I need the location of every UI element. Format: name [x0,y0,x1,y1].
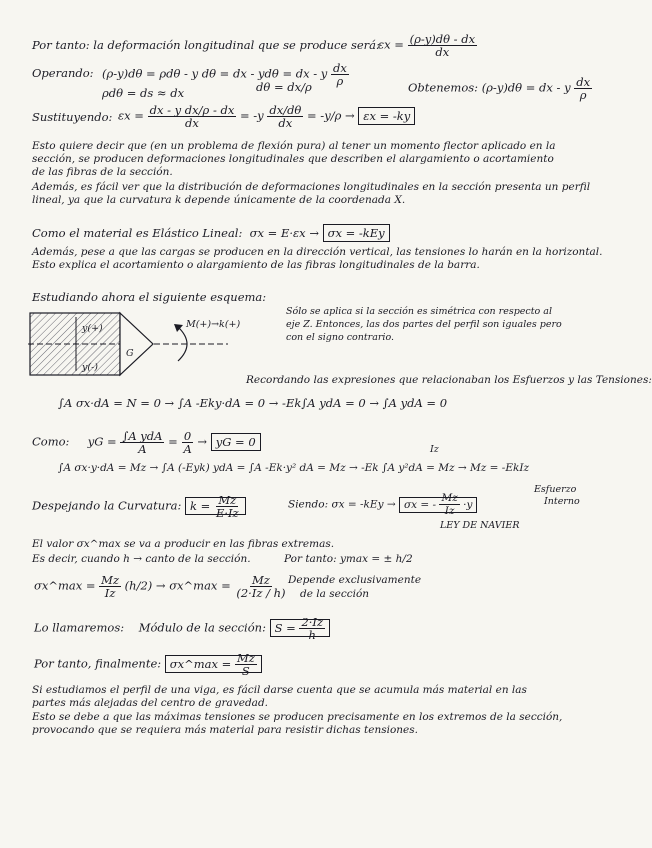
max-line1: El valor σx^max se va a producir en las fibras extremas. [32,538,335,550]
centroid-label: G [126,348,134,359]
y-positive-label: y(+) [82,323,103,334]
navier-lhs: Siendo: σx = -kEy → [288,498,396,511]
depends-line2: de la sección [300,588,370,600]
conclusion-line2: partes más alejadas del centro de gravedad. [32,697,269,709]
y-negative-label: y(-) [82,362,98,373]
yg-label: yG = [87,434,117,449]
recall-line: Recordando las expresiones que relacionaban los Esfuerzos y las Tensiones: [246,374,652,386]
depends-line1: Depende exclusivamente [288,574,422,586]
module-label: Módulo de la sección: [138,620,266,635]
max-num1: Mz [101,573,120,587]
max-frac1 [99,574,121,599]
obtained-fraction [574,76,592,101]
module-den: h [308,628,316,642]
curvature-den: E·Iz [215,506,239,520]
navier-sigma: σx = - [404,498,437,511]
subst-num2: dx/dθ [269,103,302,117]
note-line3: con el signo contrario. [286,332,395,343]
module-call: Lo llamaremos: [34,620,125,635]
para1-line2: sección, se producen deformaciones longitudinales que describen el alargamiento o acortamiento [32,153,554,165]
subst-num1: dx - y dx/ρ - dx [149,103,235,117]
elastic-text: Como el material es Elástico Lineal: [32,226,243,240]
para1-line4: Además, es fácil ver que la distribución de deformaciones longitudinales en la sección presenta un perfil [32,181,591,193]
arc-relation: ρdθ = ds ≈ dx [102,86,185,100]
final-num: Mz [236,651,255,665]
yg-arrow: → [197,434,208,449]
dtheta-relation: dθ = dx/ρ [256,80,312,94]
para1-line3: de las fibras de la sección. [32,166,173,178]
curvature-line [32,494,246,519]
module-line [34,616,330,641]
module-num: 2·Iz [301,615,324,629]
navier-den: Iz [444,505,455,517]
subst-den1: dx [185,116,199,130]
yg-den: A [138,442,147,456]
operating-den: ρ [336,74,344,88]
obtained-text: Obtenemos: (ρ-y)dθ = dx - y [408,80,571,95]
module-box [270,615,330,642]
para1-line1: Esto quiere decir que (en un problema de flexión pura) al tener un momento flector aplicado en la [32,140,556,152]
como-label: Como: [32,434,70,449]
module-fraction [299,616,325,641]
final-fraction [235,652,257,677]
intro-line [32,38,380,52]
para1-line5: lineal, ya que la curvatura k depende únicamente de la coordenada X. [32,194,406,206]
moment-equation: ∫A σx·y·dA = Mz → ∫A (-Eyk) ydA = ∫A -Ek·y² dA = Mz → -Ek ∫A y²dA = Mz → Mz = -EkIz [58,462,530,474]
final-sigma: σx^max = [169,656,232,671]
para2-line2: Esto explica el acortamiento o alargamiento de las fibras longitudinales de la barra. [32,259,480,271]
navier-y: ·y [463,498,473,511]
subst-tail: = -y/ρ → [307,108,355,123]
max-stress-eq [34,574,288,599]
subst-lhs: εx = [118,108,144,123]
max-frac2 [234,574,287,599]
subst-frac2 [267,104,303,129]
curvature-k: k = [190,498,211,513]
note-line1: Sólo se aplica si la sección es simétrica con respecto al [286,306,552,317]
strain-label: εx = [378,37,404,52]
max-den2: (2·Iz / h) [236,586,286,600]
internal-force-label1: Esfuerzo [534,484,577,495]
navier-fraction [439,492,459,517]
module-s: S = [274,620,296,635]
yg-equals: = [168,434,178,449]
final-box [165,651,262,678]
operating-num: dx [332,61,347,75]
operating-fraction [331,62,349,87]
curvature-fraction [214,494,241,519]
curvature-num: Mz [218,493,237,507]
substituting-label: Sustituyendo: [32,110,113,124]
conclusion-line4: provocando que se requiera más material para resistir dichas tensiones. [32,724,418,736]
max-mid: (h/2) → σx^max = [124,578,231,593]
conclusion-line3: Esto se debe a que las máximas tensiones se producen precisamente en los extremos de la sección, [32,711,563,723]
scheme-intro: Estudiando ahora el siguiente esquema: [32,290,267,304]
yg-zero-den: A [183,442,192,456]
note-line2: eje Z. Entonces, las dos partes del perfil son iguales pero [286,319,562,330]
obtained-num: dx [576,75,591,89]
iz-label: Iz [430,444,439,455]
obtained-den: ρ [579,88,587,102]
max-line2b: Por tanto: ymax = ± h/2 [284,553,413,565]
strain-result-box: εx = -ky [358,107,415,125]
yg-num: ∫A ydA [122,429,163,443]
stress-profile [120,313,153,375]
elastic-line [32,226,390,240]
operating-label: Operando: [32,66,94,80]
strain-fraction [408,33,477,58]
yg-zero-fraction [181,430,193,455]
section-diagram [28,305,228,385]
yg-result-box: yG = 0 [211,433,261,451]
navier-box [399,492,477,517]
max-line2a: Es decir, cuando h → canto de la sección. [32,553,251,565]
intro-text: Por tanto: la deformación longitudinal que se produce será: [32,38,380,52]
curvature-label: Despejando la Curvatura: [32,498,182,513]
navier-line [288,492,477,517]
navier-num: Mz [441,492,458,504]
operating-eq-text: (ρ-y)dθ = ρdθ - y dθ = dx - ydθ = dx - y [102,66,328,81]
internal-force-label2: Interno [544,496,580,507]
moment-label: M(+)→k(+) [186,319,241,330]
obtained-eq [408,76,592,101]
para2-line1: Además, pese a que las cargas se producen en la dirección vertical, las tensiones lo harán en la horizontal. [32,246,603,258]
axial-equation: ∫A σx·dA = N = 0 → ∫A -Eky·dA = 0 → -Ek∫A ydA = 0 → ∫A ydA = 0 [58,396,448,410]
subst-mid: = -y [240,108,264,123]
yg-fraction [120,430,164,455]
centroid-eq [32,430,261,455]
subst-den2: dx [278,116,293,130]
strain-den: dx [435,45,450,59]
curvature-box [185,493,246,520]
stress-result-box: σx = -kEy [323,224,390,242]
strain-num: (ρ-y)dθ - dx [409,32,476,46]
navier-law-label: LEY DE NAVIER [440,520,520,531]
final-line [34,652,262,677]
yg-zero-num: 0 [183,429,192,443]
final-label: Por tanto, finalmente: [34,656,162,671]
final-den: S [241,664,250,678]
strain-def [378,33,477,58]
elastic-eq: σx = E·εx → [249,226,319,240]
max-sigma-label: σx^max = [34,578,96,593]
conclusion-line1: Si estudiamos el perfil de una viga, es fácil darse cuenta que se acumula más material en las [32,684,527,696]
subst-frac1 [148,104,237,129]
substituting-eq [118,104,415,129]
max-num2: Mz [252,573,270,587]
max-den1: Iz [104,586,116,600]
